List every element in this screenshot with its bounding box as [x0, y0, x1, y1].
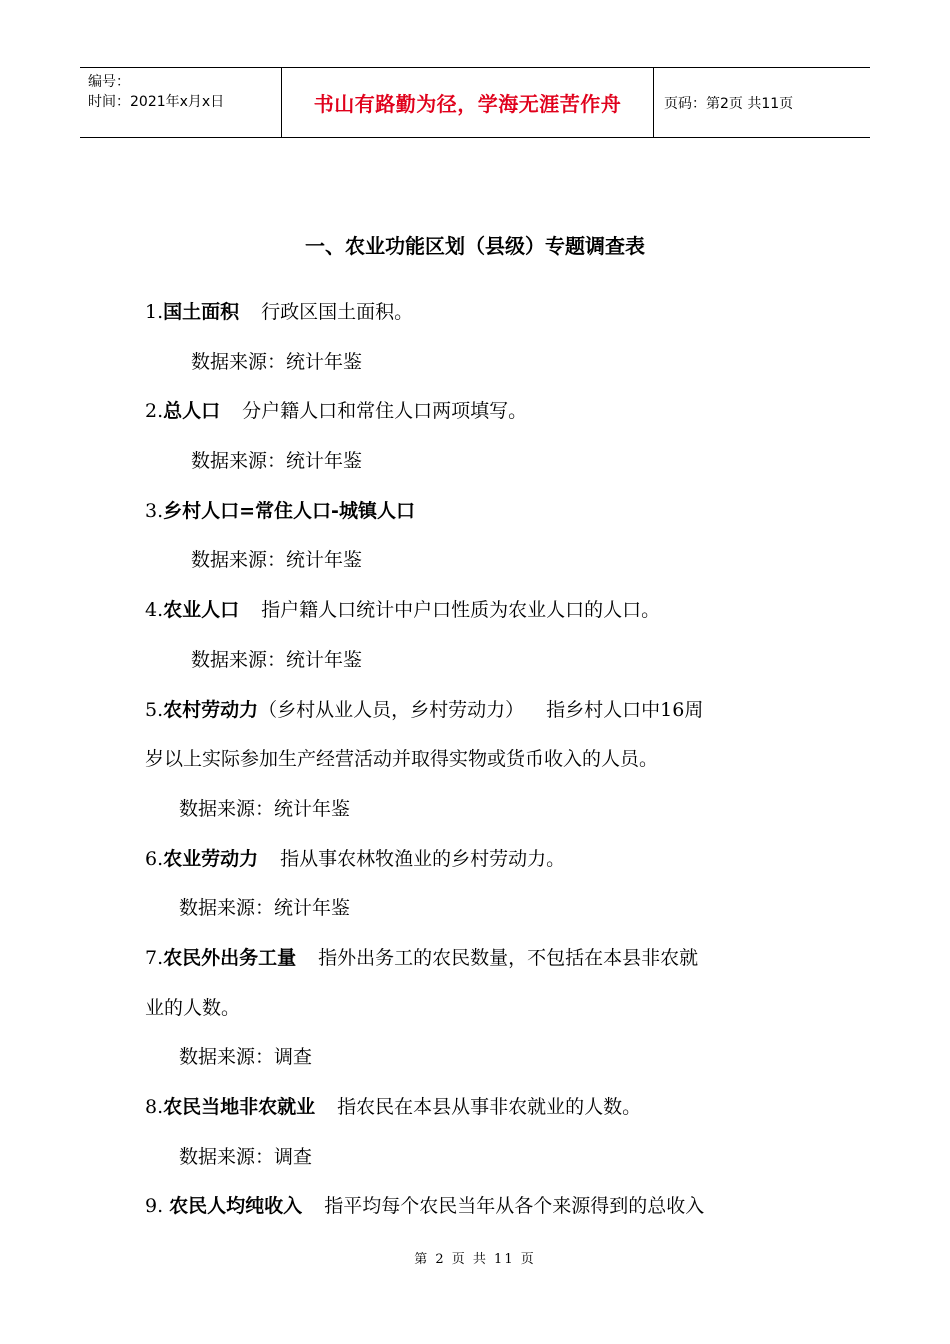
item-number: 9. [145, 1195, 170, 1218]
document-body [145, 288, 810, 1232]
item-desc: 指外出务工的农民数量，不包括在本县非农就 [318, 946, 699, 969]
item-term: 国土面积 [163, 301, 240, 323]
header-motto: 书山有路勤为径，学海无涯苦作舟 [282, 68, 654, 137]
item-number: 5. [145, 698, 164, 721]
item-term: 农村劳动力 [163, 698, 259, 721]
item-desc: 指户籍人口统计中户口性质为农业人口的人口。 [261, 599, 661, 622]
item-term: 农业劳动力 [163, 847, 259, 870]
item-desc: 指从事农林牧渔业的乡村劳动力。 [280, 847, 566, 870]
item-term: 农民人均纯收入 [169, 1195, 303, 1218]
page-footer: 第 2 页 共 11 页 [414, 1252, 536, 1267]
item-5 [145, 686, 810, 736]
item-7 [145, 934, 810, 984]
item-number: 4. [145, 599, 164, 622]
item-number: 1. [145, 301, 164, 323]
header-page-number: 页码：第2页 共11页 [664, 95, 794, 112]
page-header [80, 67, 870, 138]
item-number: 2. [145, 400, 164, 423]
item-9 [145, 1182, 810, 1232]
header-meta [80, 68, 282, 137]
item-4-source: 数据来源：统计年鉴 [191, 648, 363, 671]
item-desc: 指农民在本县从事非农就业的人数。 [337, 1096, 642, 1118]
header-number: 编号： [88, 74, 130, 90]
item-term: 农民当地非农就业 [163, 1096, 316, 1118]
item-term: 农民外出务工量 [163, 946, 297, 969]
item-1 [145, 288, 810, 338]
item-5-desc-continued: 岁以上实际参加生产经营活动并取得实物或货币收入的人员。 [145, 748, 659, 771]
item-term: 乡村人口=常住人口-城镇人口 [163, 499, 415, 522]
item-term: 总人口 [163, 400, 221, 423]
item-number: 7. [145, 946, 164, 969]
item-number: 6. [145, 847, 164, 870]
item-8-source: 数据来源：调查 [179, 1145, 313, 1168]
item-term-alias: （乡村从业人员，乡村劳动力） [258, 698, 525, 721]
item-3 [145, 487, 810, 537]
item-6-source: 数据来源：统计年鉴 [179, 897, 351, 920]
item-5-source: 数据来源：统计年鉴 [179, 797, 351, 820]
item-7-source: 数据来源：调查 [179, 1046, 313, 1069]
item-desc: 指平均每个农民当年从各个来源得到的总收入 [324, 1195, 705, 1218]
item-desc: 指乡村人口中16周 [546, 698, 704, 721]
item-2 [145, 387, 810, 437]
item-1-source: 数据来源：统计年鉴 [191, 350, 363, 373]
item-8 [145, 1083, 810, 1133]
item-number: 3. [145, 499, 164, 522]
item-number: 8. [145, 1096, 164, 1118]
item-desc: 分户籍人口和常住人口两项填写。 [242, 400, 528, 423]
item-4 [145, 586, 810, 636]
item-6 [145, 835, 810, 885]
item-desc: 行政区国土面积。 [261, 301, 414, 323]
header-time: 时间：2021年x月x日 [88, 94, 225, 110]
document-title: 一、农业功能区划（县级）专题调查表 [305, 234, 645, 258]
item-7-desc-continued: 业的人数。 [145, 996, 241, 1019]
item-2-source: 数据来源：统计年鉴 [191, 450, 363, 473]
item-term: 农业人口 [163, 599, 240, 622]
item-3-source: 数据来源：统计年鉴 [191, 549, 363, 572]
